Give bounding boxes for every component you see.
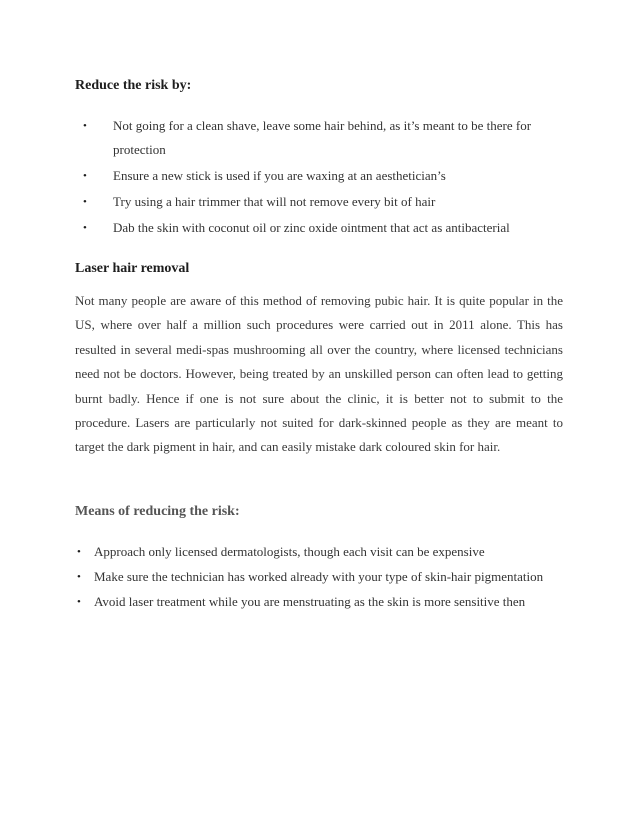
list-item xyxy=(75,190,575,214)
list-item xyxy=(75,590,575,614)
list-item xyxy=(75,540,575,564)
bullet-icon: • xyxy=(83,222,87,234)
list-item xyxy=(75,216,575,240)
means-reducing-risk-heading: Means of reducing the risk: xyxy=(75,504,240,519)
list-item-text: Avoid laser treatment while you are menstruating as the skin is more sensitive then xyxy=(94,594,526,609)
reduce-risk-list xyxy=(75,114,575,242)
list-item-text: Not going for a clean shave, leave some hair behind, as it’s meant to be there for protection xyxy=(113,118,532,157)
laser-paragraph: Not many people are aware of this method of removing pubic hair. It is quite popular in the US, where over half a million such procedures were carried out in 2011 alone. This has resulted in several medi-spas mushrooming all over the country, where licensed technicians need not be doctors. However, being treated by an unskilled person can often lead to getting burnt badly. Hence if one is not sure about the clinic, it is better not to submit to the procedure. Lasers are particularly not suited for dark-skinned people as they are meant to target the dark pigment in hair, and can easily mistake dark coloured skin for hair. xyxy=(75,293,563,455)
list-item xyxy=(75,114,575,162)
bullet-icon: • xyxy=(77,571,81,583)
list-item xyxy=(75,565,575,589)
bullet-icon: • xyxy=(77,546,81,558)
list-item-text: Approach only licensed dermatologists, though each visit can be expensive xyxy=(94,544,485,559)
bullet-icon: • xyxy=(83,196,87,208)
list-item-text: Dab the skin with coconut oil or zinc oxide ointment that act as antibacterial xyxy=(113,220,510,235)
means-reducing-risk-list xyxy=(75,540,575,615)
list-item-text: Ensure a new stick is used if you are waxing at an aesthetician’s xyxy=(113,168,446,183)
bullet-icon: • xyxy=(77,596,81,608)
list-item-text: Try using a hair trimmer that will not remove every bit of hair xyxy=(113,194,436,209)
laser-hair-removal-heading: Laser hair removal xyxy=(75,261,190,276)
reduce-risk-heading: Reduce the risk by: xyxy=(75,78,192,93)
list-item xyxy=(75,164,575,188)
bullet-icon: • xyxy=(83,120,87,132)
bullet-icon: • xyxy=(83,170,87,182)
list-item-text: Make sure the technician has worked already with your type of skin-hair pigmentation xyxy=(94,569,544,584)
